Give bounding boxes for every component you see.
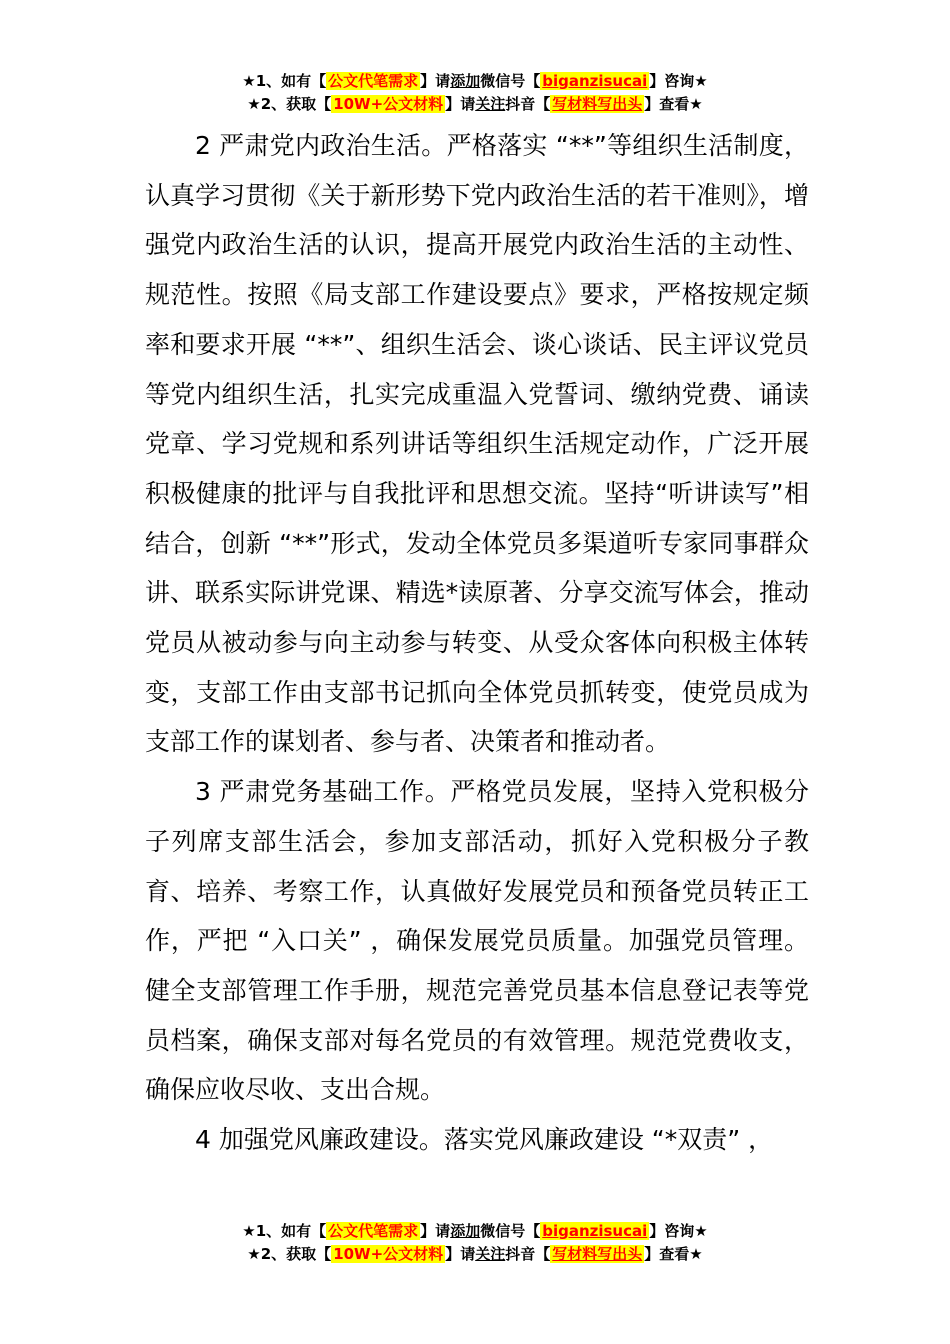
douyin-account: 写材料写出头 [552, 1245, 643, 1263]
paragraph: 4 加强党风廉政建设。落实党风廉政建设 “*双责” ， [195, 1125, 774, 1155]
highlight-service: 公文代笔需求 [328, 72, 419, 90]
banner-text: 微信号【 [480, 72, 541, 90]
banner-text: 抖音【 [505, 95, 551, 113]
underlined-text: 关注 [475, 1245, 506, 1263]
highlight-service: 公文代笔需求 [328, 1222, 419, 1240]
wechat-id: biganzisucai [542, 72, 648, 90]
footer-banner [0, 1220, 950, 1266]
banner-text: 】请 [420, 1222, 451, 1240]
banner-text: 】咨询★ [649, 72, 708, 90]
banner-text: 】咨询★ [649, 1222, 708, 1240]
banner-line-1 [0, 70, 950, 93]
header-banner [0, 70, 950, 116]
paragraph: 2 严肃党内政治生活。严格落实 “**”等组织生活制度，认真学习贯彻《关于新形势下党内政治生活的若干准则》，增强党内政治生活的认识，提高开展党内政治生活的主动性、规范性。按照《局支部工作建设要点》要求，严格按规定频率和要求开展 “**”、组织生活会、谈心谈话、民主评议党员等党内组织生活，扎实完成重温入党誓词、缴纳党费、诵读党章、学习党规和系列讲话等组织生活规定动作，广泛开展积极健康的批评与自我批评和思想交流。坚持“听讲读写”相结合，创新 “**”形式，发动全体党员多渠道听专家同事群众讲、联系实际讲党课、精选*读原著、分享交流写体会，推动党员从被动参与向主动参与转变、从受众客体向积极主体转变，支部工作由支部书记抓向全体党员抓转变，使党员成为支部工作的谋划者、参与者、决策者和推动者。 [145, 131, 809, 757]
highlight-materials: 10W+公文材料 [333, 1245, 444, 1263]
banner-text: 抖音【 [505, 1245, 551, 1263]
wechat-id: biganzisucai [542, 1222, 648, 1240]
banner-text: 】查看★ [644, 1245, 703, 1263]
underlined-text: 添加 [450, 72, 481, 90]
banner-text: ★1、如有【 [242, 1222, 327, 1240]
underlined-text: 关注 [475, 95, 506, 113]
douyin-account: 写材料写出头 [552, 95, 643, 113]
banner-line-2 [0, 1243, 950, 1266]
banner-line-2 [0, 93, 950, 116]
banner-text: 】请 [445, 1245, 476, 1263]
banner-text: 】请 [445, 95, 476, 113]
banner-text: ★1、如有【 [242, 72, 327, 90]
banner-text: 】请 [420, 72, 451, 90]
banner-text: ★2、获取【 [247, 95, 332, 113]
banner-text: 微信号【 [480, 1222, 541, 1240]
document-body [145, 121, 809, 1165]
banner-line-1 [0, 1220, 950, 1243]
underlined-text: 添加 [450, 1222, 481, 1240]
banner-text: ★2、获取【 [247, 1245, 332, 1263]
banner-text: 】查看★ [644, 95, 703, 113]
highlight-materials: 10W+公文材料 [333, 95, 444, 113]
paragraph: 3 严肃党务基础工作。严格党员发展，坚持入党积极分子列席支部生活会，参加支部活动，抓好入党积极分子教育、培养、考察工作，认真做好发展党员和预备党员转正工作，严把 “入口关” ，确保发展党员质量。加强党员管理。健全支部管理工作手册，规范完善党员基本信息登记表等党员档案，确保支部对每名党员的有效管理。规范党费收支，确保应收尽收、支出合规。 [145, 777, 809, 1105]
